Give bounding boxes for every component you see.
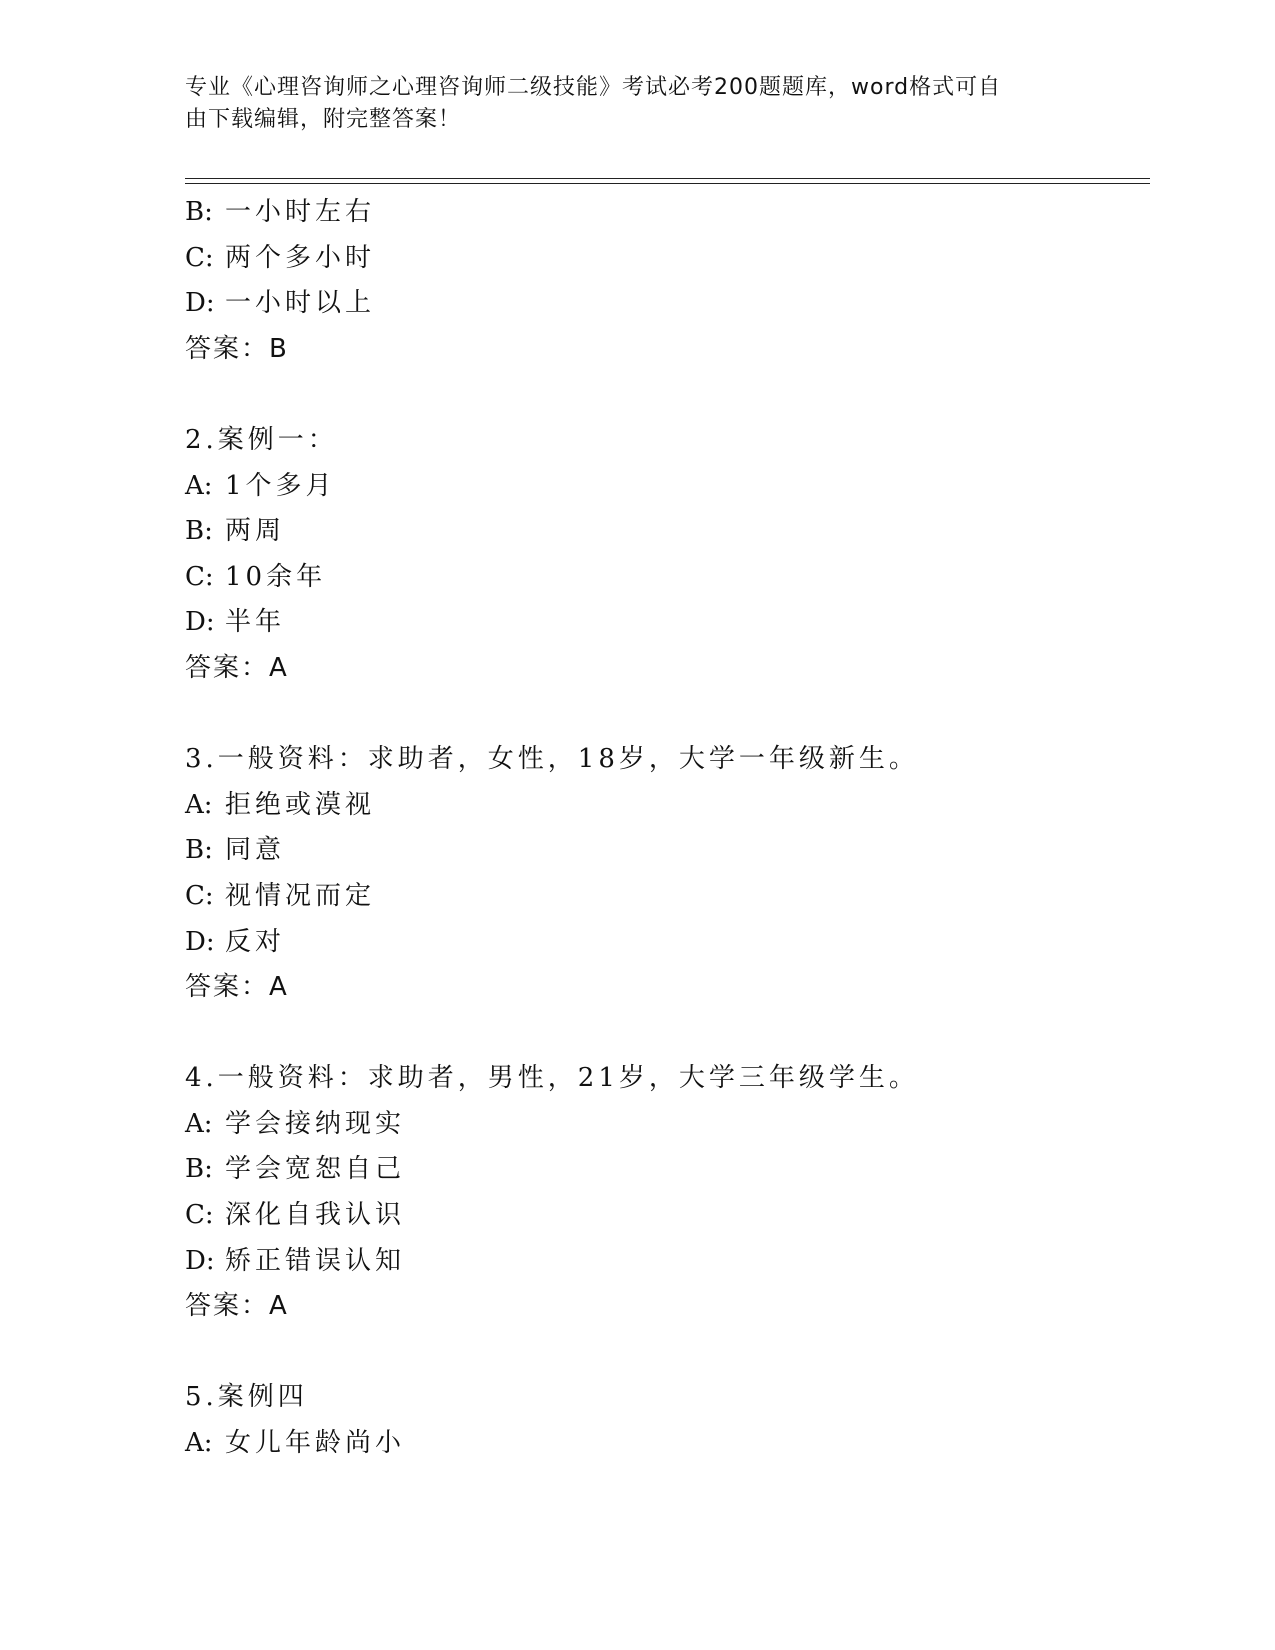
answer-line: 答案：B	[185, 333, 289, 364]
header-line-1: 专业《心理咨询师之心理咨询师二级技能》考试必考200题题库，word格式可自	[185, 75, 1002, 100]
option-letter: B:	[185, 1154, 213, 1185]
option-letter: B:	[185, 197, 213, 227]
document-header	[185, 72, 1065, 136]
option-letter: A:	[185, 789, 213, 820]
option-letter: B:	[185, 835, 213, 866]
option-letter: D:	[185, 926, 215, 957]
option-row	[185, 1147, 1145, 1193]
answer-line: 答案：A	[185, 1291, 289, 1322]
header-rule-top	[185, 178, 1150, 179]
question-title: 4.一般资料：求助者，男性，21岁，大学三年级学生。	[185, 1063, 919, 1094]
option-letter: C:	[185, 242, 214, 273]
option-row	[185, 1239, 1145, 1285]
option-letter: D:	[185, 1245, 215, 1276]
option-row	[185, 1421, 1145, 1467]
option-row	[185, 828, 1145, 874]
question-4	[185, 1056, 1145, 1330]
option-row	[185, 600, 1145, 646]
header-rule-bottom	[185, 183, 1150, 184]
option-letter: C:	[185, 561, 214, 592]
answer-line: 答案：A	[185, 652, 289, 683]
option-letter: A:	[185, 470, 213, 501]
option-text: 深化自我认识	[225, 1200, 406, 1231]
option-text: 两个多小时	[225, 242, 376, 273]
option-row	[185, 464, 1145, 510]
option-text: 一小时左右	[225, 197, 376, 227]
option-row	[185, 920, 1145, 966]
question-5	[185, 1375, 1145, 1466]
answer-line: 答案：A	[185, 972, 289, 1003]
option-letter: C:	[185, 1200, 214, 1231]
option-text: 1个多月	[225, 470, 336, 501]
option-letter: D:	[185, 288, 215, 319]
option-text: 两周	[225, 516, 286, 547]
option-letter: C:	[185, 880, 214, 911]
option-text: 10余年	[225, 561, 327, 592]
option-text: 学会接纳现实	[225, 1108, 406, 1139]
option-row	[185, 509, 1145, 555]
option-row	[185, 1102, 1145, 1148]
question-list	[185, 190, 1145, 1467]
option-row	[185, 874, 1145, 920]
option-text: 半年	[225, 607, 286, 638]
question-2	[185, 418, 1145, 692]
question-title: 2.案例一：	[185, 424, 338, 455]
option-row	[185, 783, 1145, 829]
header-line-2: 由下载编辑，附完整答案！	[185, 107, 462, 132]
option-text: 女儿年龄尚小	[225, 1428, 406, 1459]
option-row	[185, 555, 1145, 601]
option-text: 视情况而定	[225, 880, 376, 911]
option-letter: A:	[185, 1428, 213, 1459]
option-row	[185, 281, 1145, 327]
option-text: 反对	[225, 926, 286, 957]
question-3	[185, 737, 1145, 1011]
spacer	[185, 1330, 1145, 1376]
option-text: 拒绝或漠视	[225, 789, 376, 820]
option-text: 学会宽恕自己	[225, 1154, 406, 1185]
question-title: 3.一般资料：求助者，女性，18岁，大学一年级新生。	[185, 744, 919, 775]
option-text: 同意	[225, 835, 286, 866]
option-row	[185, 190, 1145, 236]
option-letter: A:	[185, 1108, 213, 1139]
question-1	[185, 190, 1145, 372]
spacer	[185, 1011, 1145, 1057]
option-letter: B:	[185, 516, 213, 547]
spacer	[185, 692, 1145, 738]
option-row	[185, 236, 1145, 282]
option-row	[185, 1193, 1145, 1239]
option-text: 一小时以上	[225, 288, 376, 319]
spacer	[185, 372, 1145, 418]
option-letter: D:	[185, 607, 215, 638]
option-text: 矫正错误认知	[225, 1245, 406, 1276]
question-title: 5.案例四	[185, 1382, 308, 1413]
